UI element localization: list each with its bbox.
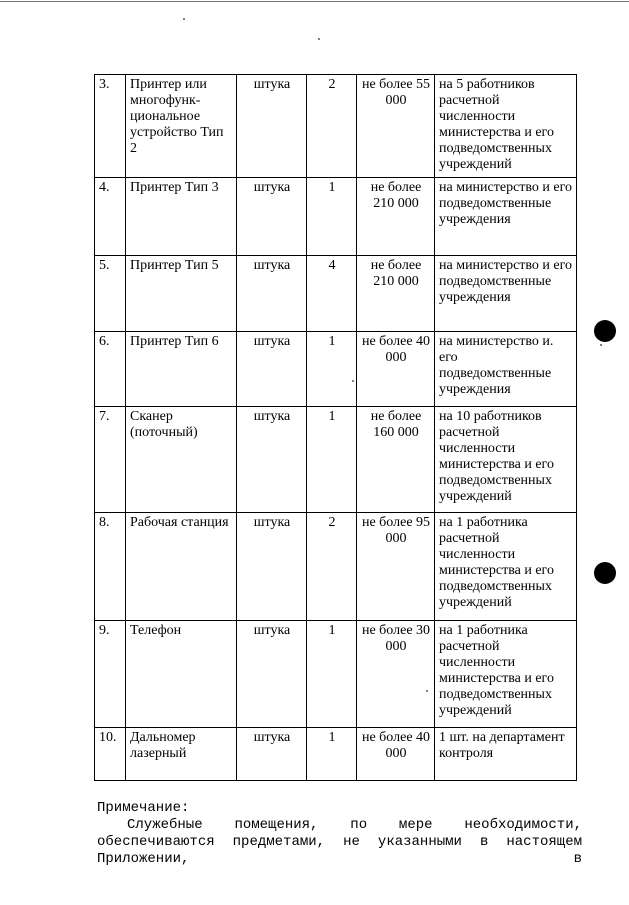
item-note: 1 шт. на департамент контроля: [435, 728, 577, 781]
equipment-table: [94, 74, 577, 781]
item-note: на 5 работников расчетной численности министерства и его подведомственных учреждений: [435, 75, 577, 178]
row-number: 3.: [95, 75, 126, 178]
punch-hole-mark: [594, 562, 616, 584]
item-price: не более 210 000: [357, 256, 435, 332]
row-number: 6.: [95, 332, 126, 407]
item-note: на 1 работника расчетной численности министерства и его подведомственных учреждений: [435, 621, 577, 728]
item-unit: штука: [237, 332, 307, 407]
table-row: [95, 407, 577, 513]
item-quantity: 1: [307, 728, 357, 781]
scan-speck: [426, 690, 428, 692]
item-price: не более 160 000: [357, 407, 435, 513]
note-text: Служебные помещения, по мере необходимости, обеспечиваются предметами, не указанными в настоящем Приложении, в: [97, 817, 582, 867]
note-title: Примечание:: [97, 800, 190, 816]
item-quantity: 2: [307, 513, 357, 621]
table-row: [95, 178, 577, 256]
item-unit: штука: [237, 513, 307, 621]
item-name: Дальномер лазерный: [126, 728, 237, 781]
item-note: на министерство и. его подведомственные учреждения: [435, 332, 577, 407]
table-row: [95, 332, 577, 407]
item-price: не более 95 000: [357, 513, 435, 621]
item-price: не более 55 000: [357, 75, 435, 178]
item-quantity: 1: [307, 407, 357, 513]
table-row: [95, 256, 577, 332]
table-row: [95, 728, 577, 781]
table-row: [95, 75, 577, 178]
item-name: Телефон: [126, 621, 237, 728]
item-price: не более 30 000: [357, 621, 435, 728]
item-name: Принтер Тип 3: [126, 178, 237, 256]
item-price: не более 40 000: [357, 728, 435, 781]
row-number: 10.: [95, 728, 126, 781]
item-unit: штука: [237, 178, 307, 256]
item-note: на министерство и его подведомственные учреждения: [435, 178, 577, 256]
punch-hole-mark: [594, 320, 616, 342]
item-name: Принтер Тип 5: [126, 256, 237, 332]
table-row: [95, 621, 577, 728]
row-number: 8.: [95, 513, 126, 621]
scan-speck: [183, 18, 185, 20]
row-number: 9.: [95, 621, 126, 728]
item-quantity: 1: [307, 621, 357, 728]
row-number: 5.: [95, 256, 126, 332]
item-note: на 10 работников расчетной численности министерства и его подведомственных учреждений: [435, 407, 577, 513]
item-unit: штука: [237, 407, 307, 513]
item-unit: штука: [237, 621, 307, 728]
item-name: Сканер (поточный): [126, 407, 237, 513]
scan-speck: [318, 38, 320, 40]
item-quantity: 1: [307, 332, 357, 407]
row-number: 4.: [95, 178, 126, 256]
scan-speck: [600, 344, 602, 346]
item-note: на 1 работника расчетной численности министерства и его подведомственных учреждений: [435, 513, 577, 621]
row-number: 7.: [95, 407, 126, 513]
top-rule: [0, 1, 629, 2]
item-unit: штука: [237, 75, 307, 178]
item-quantity: 4: [307, 256, 357, 332]
item-unit: штука: [237, 728, 307, 781]
item-quantity: 1: [307, 178, 357, 256]
item-quantity: 2: [307, 75, 357, 178]
item-price: не более 40 000: [357, 332, 435, 407]
item-name: Рабочая станция: [126, 513, 237, 621]
item-price: не более 210 000: [357, 178, 435, 256]
item-name: Принтер или многофунк-циональное устройство Тип 2: [126, 75, 237, 178]
item-unit: штука: [237, 256, 307, 332]
item-name: Принтер Тип 6: [126, 332, 237, 407]
scan-speck: [352, 380, 354, 382]
item-note: на министерство и его подведомственные учреждения: [435, 256, 577, 332]
table-row: [95, 513, 577, 621]
